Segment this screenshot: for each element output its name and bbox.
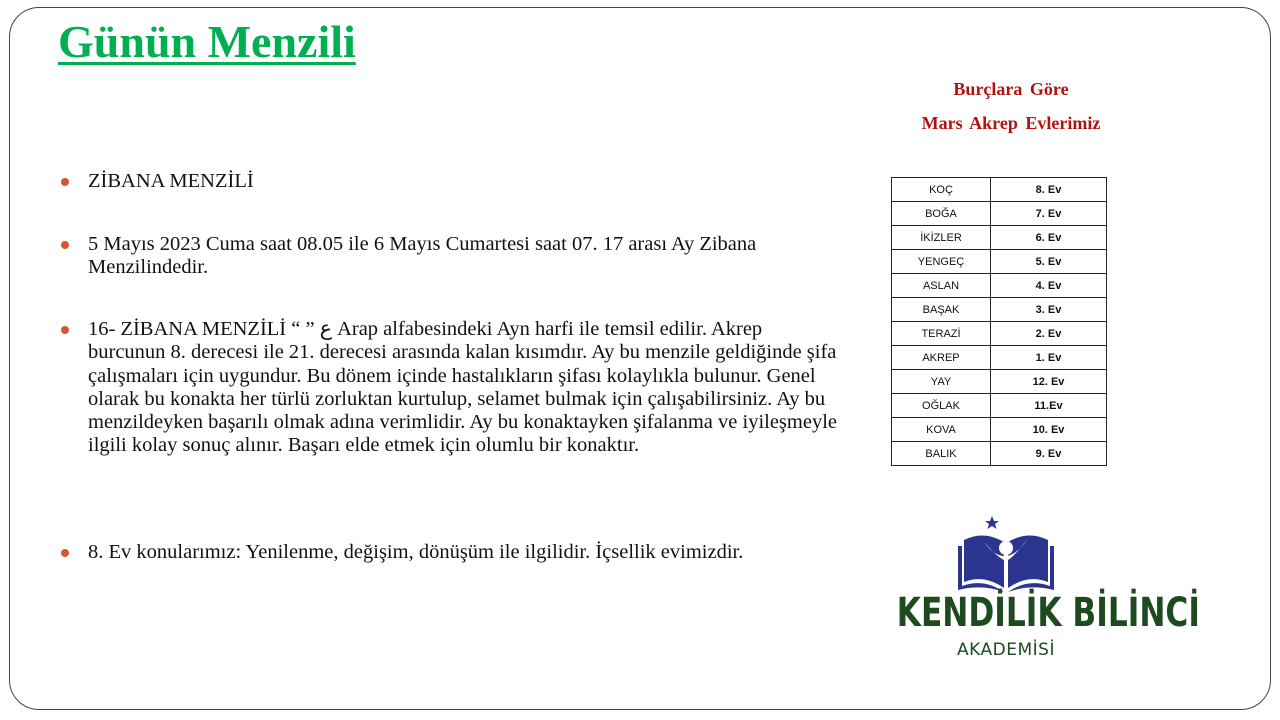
table-row [892,346,1107,370]
house-cell: 10. Ev [991,418,1107,442]
sign-cell: YAY [892,370,991,394]
table-row [892,298,1107,322]
house-cell: 7. Ev [991,202,1107,226]
house-cell: 4. Ev [991,274,1107,298]
table-row [892,178,1107,202]
bullet-dot-icon [61,178,69,186]
academy-logo [866,514,1200,664]
table-row [892,370,1107,394]
table-row [892,274,1107,298]
logo-brand-name: KENDİLİK BİLİNCİ [896,590,1200,636]
logo-brand-subtitle: AKADEMİSİ [957,640,1055,660]
bullet-text: 8. Ev konularımız: Yenilenme, değişim, dönüşüm ile ilgilidir. İçsellik evimizdir. [88,541,744,563]
bullet-item [58,318,838,458]
sign-cell: İKİZLER [892,226,991,250]
house-cell: 12. Ev [991,370,1107,394]
bullet-item [58,541,838,564]
house-cell: 9. Ev [991,442,1107,466]
table-row [892,226,1107,250]
bullet-text: 5 Mayıs 2023 Cuma saat 08.05 ile 6 Mayıs Cumartesi saat 07. 17 arası Ay Zibana Menzilindedir. [88,233,757,279]
bullet-item [58,170,838,193]
sign-cell: KOÇ [892,178,991,202]
bullet-dot-icon [61,326,69,334]
bullet-text: ZİBANA MENZİLİ [88,170,254,192]
bullet-text: 16- ZİBANA MENZİLİ “ ” ع Arap alfabesindeki Ayn harfi ile temsil edilir. Akrep burcunun 8. derecesi ile 21. derecesi arasında kalan kısımdır. Ay bu menzile geldiğinde şifa çalışmaları için uygundur. Bu dönem içinde hastalıkların şifası kolaylıkla bulunur. Genel olarak bu konakta her türlü zorluktan kurtulup, selamet bulmak için çalışabilirsiniz. Ay bu menzildeyken başarılı olmak adına verimlidir. Ay bu konaktayken şifalanma ve iyileşmeyle ilgili kolay sonuç alınır. Başarı elde etmek için olumlu bir konaktır. [88,318,838,457]
sign-cell: BOĞA [892,202,991,226]
house-cell: 3. Ev [991,298,1107,322]
house-cell: 6. Ev [991,226,1107,250]
table-row [892,250,1107,274]
sign-cell: BAŞAK [892,298,991,322]
sign-cell: OĞLAK [892,394,991,418]
open-book-person-star-icon [954,514,1058,592]
sign-cell: TERAZİ [892,322,991,346]
page-title: Günün Menzili [58,16,356,67]
house-cell: 8. Ev [991,178,1107,202]
sign-cell: ASLAN [892,274,991,298]
sign-cell: KOVA [892,418,991,442]
table-row [892,322,1107,346]
sign-cell: YENGEÇ [892,250,991,274]
house-cell: 1. Ev [991,346,1107,370]
table-row [892,202,1107,226]
sign-cell: AKREP [892,346,991,370]
table-row [892,418,1107,442]
bullet-dot-icon [61,549,69,557]
sign-cell: BALIK [892,442,991,466]
house-cell: 2. Ev [991,322,1107,346]
bullet-item [58,233,838,280]
table-row [892,394,1107,418]
house-cell: 5. Ev [991,250,1107,274]
table-title-line2: Mars Akrep Evlerimiz [921,113,1101,133]
table-title-line1: Burçlara Göre [953,79,1069,99]
table-row [892,442,1107,466]
house-cell: 11.Ev [991,394,1107,418]
houses-table [891,177,1107,466]
bullet-dot-icon [61,241,69,249]
